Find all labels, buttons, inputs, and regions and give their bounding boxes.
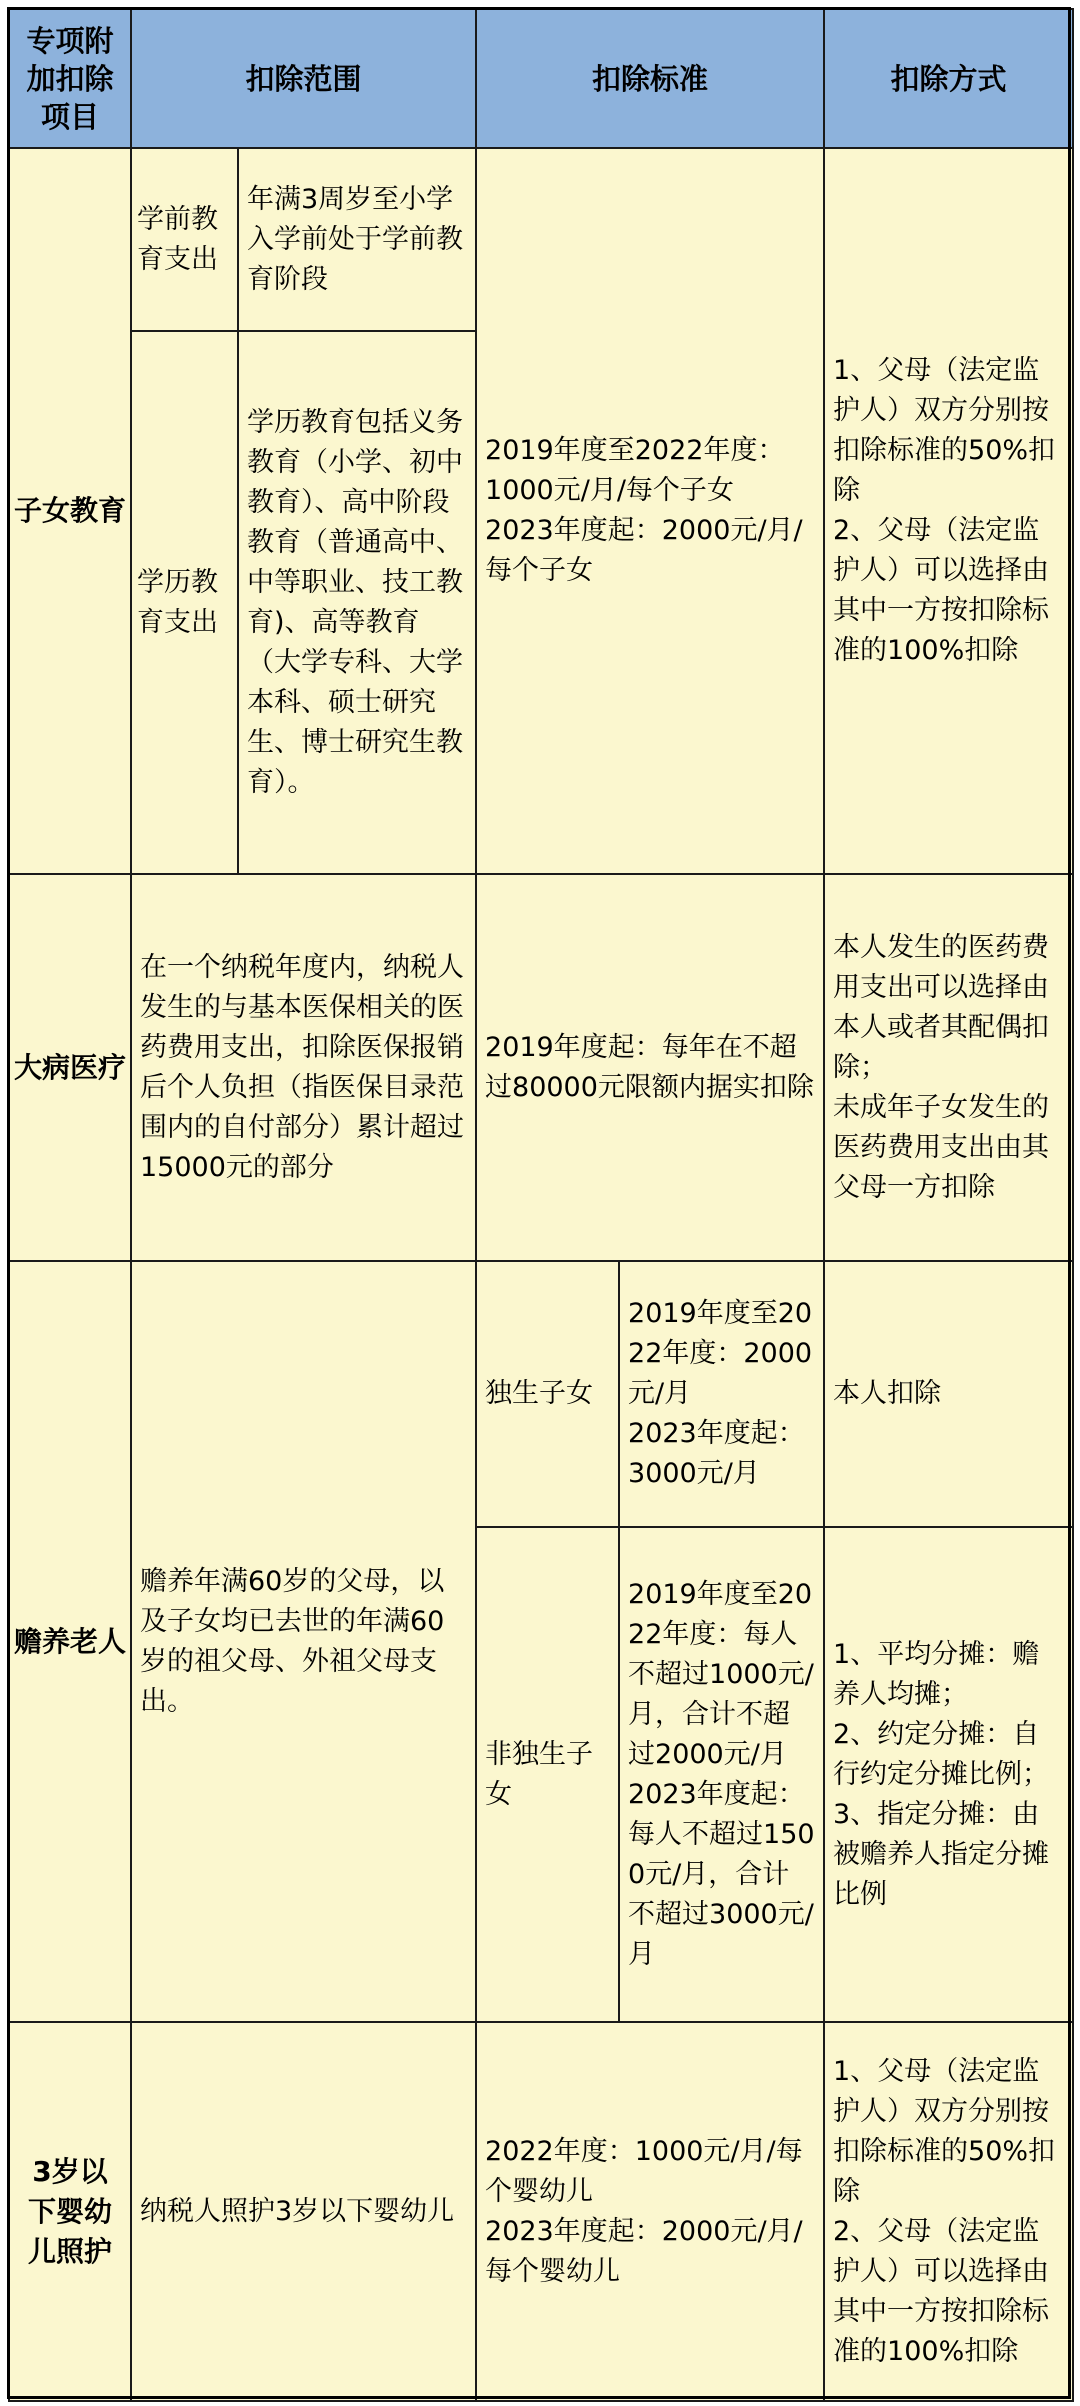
infant-care-method: 1、父母（法定监护人）双方分别按扣除标准的50%扣除 2、父母（法定监护人）可以选择由其中一方按扣除标准的100%扣除 bbox=[824, 2022, 1073, 2401]
only-child-label: 独生子女 bbox=[476, 1261, 619, 1527]
header-standard: 扣除标准 bbox=[476, 9, 824, 148]
serious-illness-method: 本人发生的医药费用支出可以选择由本人或者其配偶扣除； 未成年子女发生的医药费用支出由其父母一方扣除 bbox=[824, 874, 1073, 1261]
serious-illness-row bbox=[9, 874, 1073, 1261]
infant-care-scope: 纳税人照护3岁以下婴幼儿 bbox=[131, 2022, 476, 2401]
degree-label: 学历教育支出 bbox=[131, 331, 238, 874]
non-only-child-method: 1、平均分摊：赡养人均摊； 2、约定分摊：自行约定分摊比例； 3、指定分摊：由被赡养人指定分摊比例 bbox=[824, 1527, 1073, 2022]
infant-care-row bbox=[9, 2022, 1073, 2401]
only-child-standard: 2019年度至2022年度：2000元/月 2023年度起：3000元/月 bbox=[619, 1261, 824, 1527]
preschool-scope: 年满3周岁至小学入学前处于学前教育阶段 bbox=[238, 148, 476, 331]
infant-care-standard: 2022年度：1000元/月/每个婴幼儿 2023年度起：2000元/月/每个婴幼儿 bbox=[476, 2022, 824, 2401]
non-only-child-standard: 2019年度至2022年度：每人不超过1000元/月，合计不超过2000元/月 2023年度起：每人不超过1500元/月，合计不超过3000元/月 bbox=[619, 1527, 824, 2022]
children-education-standard: 2019年度至2022年度： 1000元/月/每个子女 2023年度起：2000元/月/每个子女 bbox=[476, 148, 824, 874]
header-method: 扣除方式 bbox=[824, 9, 1073, 148]
preschool-label: 学前教育支出 bbox=[131, 148, 238, 331]
serious-illness-item: 大病医疗 bbox=[9, 874, 131, 1261]
degree-scope: 学历教育包括义务教育（小学、初中教育）、高中阶段教育（普通高中、中等职业、技工教育)、高等教育（大学专科、大学本科、硕士研究生、博士研究生教育）。 bbox=[238, 331, 476, 874]
children-education-item: 子女教育 bbox=[9, 148, 131, 874]
elderly-support-item: 赡养老人 bbox=[9, 1261, 131, 2022]
children-education-row-preschool bbox=[9, 148, 1073, 331]
header-row bbox=[9, 9, 1073, 148]
elderly-support-scope: 赡养年满60岁的父母，以及子女均已去世的年满60岁的祖父母、外祖父母支出。 bbox=[131, 1261, 476, 2022]
serious-illness-scope: 在一个纳税年度内，纳税人发生的与基本医保相关的医药费用支出，扣除医保报销后个人负担（指医保目录范围内的自付部分）累计超过15000元的部分 bbox=[131, 874, 476, 1261]
children-education-method: 1、父母（法定监护人）双方分别按扣除标准的50%扣除 2、父母（法定监护人）可以选择由其中一方按扣除标准的100%扣除 bbox=[824, 148, 1073, 874]
header-item: 专项附加扣除项目 bbox=[9, 9, 131, 148]
deduction-table bbox=[8, 8, 1074, 2402]
header-scope: 扣除范围 bbox=[131, 9, 476, 148]
only-child-method: 本人扣除 bbox=[824, 1261, 1073, 1527]
non-only-child-label: 非独生子女 bbox=[476, 1527, 619, 2022]
infant-care-item: 3岁以下婴幼儿照护 bbox=[9, 2022, 131, 2401]
serious-illness-standard: 2019年度起：每年在不超过80000元限额内据实扣除 bbox=[476, 874, 824, 1261]
elderly-only-child-row bbox=[9, 1261, 1073, 1527]
